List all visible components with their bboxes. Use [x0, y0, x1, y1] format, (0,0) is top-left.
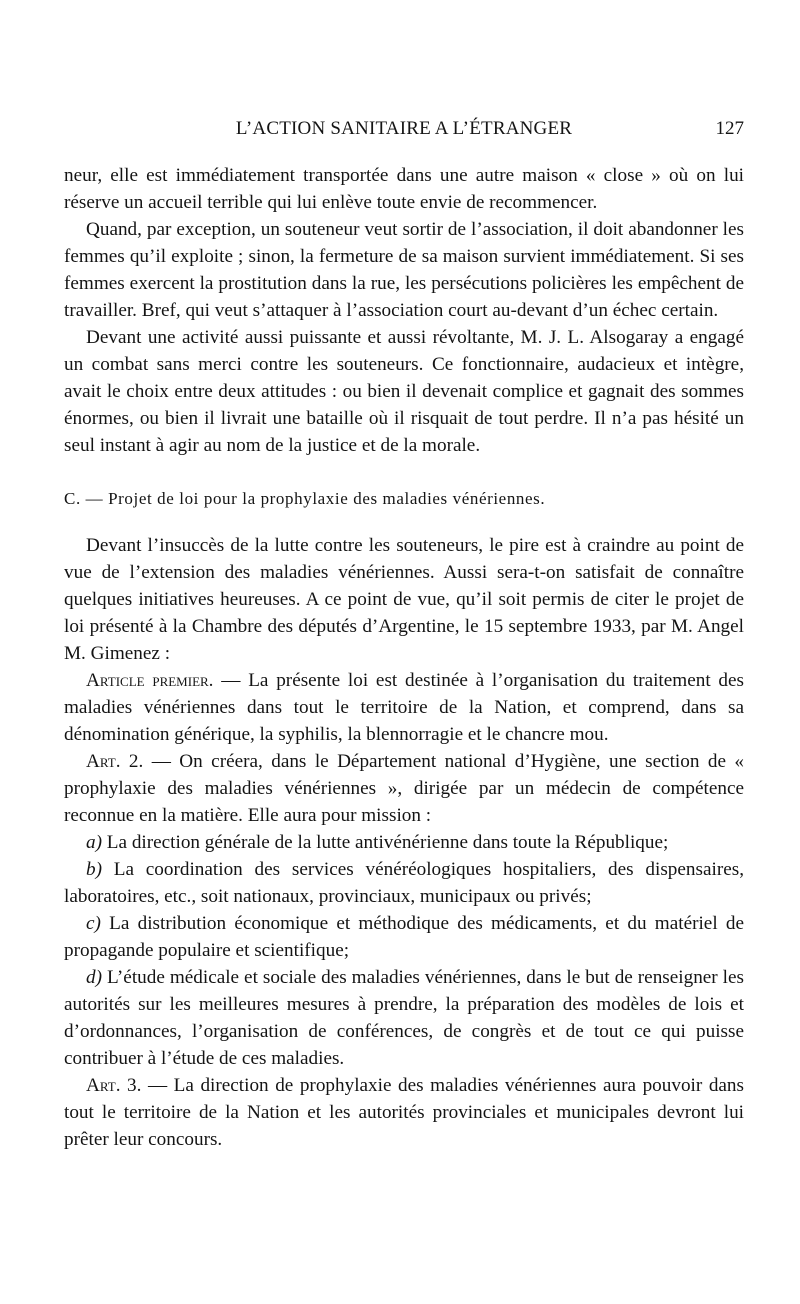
running-head: [64, 118, 744, 148]
list-item-d-letter: d): [86, 967, 102, 988]
article-1: [64, 667, 744, 748]
article-1-label: Article premier.: [86, 670, 214, 691]
section-heading: C. — Projet de loi pour la prophylaxie des maladies vénériennes.: [64, 489, 546, 508]
list-item-a: [64, 829, 744, 856]
article-2-label: Art. 2.: [86, 751, 144, 772]
running-title: L’ACTION SANITAIRE A L’ÉTRANGER: [235, 118, 573, 139]
list-item-b-letter: b): [86, 859, 102, 880]
list-item-d-text: L’étude médicale et sociale des maladies vénériennes, dans le but de renseigner les autorités sur les meilleures mesures à prendre, la préparation des modèles de lois et d’ordonnances, l’organisation de conférences, de congrès et de tout ce qui puisse contribuer à l’étude de ces maladies.: [64, 967, 744, 1069]
list-item-b-text: La coordination des services vénéréologiques hospitaliers, des dispensaires, laboratoires, etc., soit nationaux, provinciaux, municipaux ou privés;: [64, 859, 744, 907]
paragraph-intro-project: Devant l’insuccès de la lutte contre les souteneurs, le pire est à craindre au point de vue de l’extension des maladies vénériennes. Aussi sera-t-on satisfait de connaître quelques initiatives heureuses. A ce point de vue, qu’il soit permis de citer le projet de loi présenté à la Chambre des députés d’Argentine, le 15 septembre 1933, par M. Angel M. Gimenez :: [64, 535, 744, 664]
list-item-d: [64, 964, 744, 1072]
list-item-a-text: La direction générale de la lutte antivénérienne dans toute la République;: [101, 832, 669, 853]
list-item-c-text: La distribution économique et méthodique des médicaments, et du matériel de propagande populaire et scientifique;: [64, 913, 744, 961]
page-number: 127: [715, 118, 744, 139]
list-item-b: [64, 856, 744, 910]
article-3-label: Art. 3.: [86, 1075, 142, 1096]
article-2: [64, 748, 744, 829]
article-2-text: — On créera, dans le Département national d’Hygiène, une section de « prophylaxie des maladies vénériennes », dirigée par un médecin de compétence reconnue en la matière. Elle aura pour mission :: [64, 751, 744, 826]
paragraph-continuation: neur, elle est immédiatement transportée dans une autre maison « close » où on lui réserve un accueil terrible qui lui enlève toute envie de recommencer.: [64, 165, 744, 213]
paragraph-souteneur-exit: Quand, par exception, un souteneur veut sortir de l’association, il doit abandonner les femmes qu’il exploite ; sinon, la fermeture de sa maison survient immédiatement. Si ses femmes exercent la prostitution dans la rue, les persécutions policières les empêchent de travailler. Bref, qui veut s’attaquer à l’association court au-devant d’un échec certain.: [64, 219, 744, 321]
list-item-a-letter: a): [86, 832, 102, 853]
article-1-text: — La présente loi est destinée à l’organisation du traitement des maladies vénériennes dans tout le territoire de la Nation, et comprend, dans sa dénomination générique, la syphilis, la blennorragie et le chancre mou.: [64, 670, 744, 745]
list-item-c: [64, 910, 744, 964]
article-3-text: — La direction de prophylaxie des maladies vénériennes aura pouvoir dans tout le territoire de la Nation et les autorités provinciales et municipales devront lui prêter leur concours.: [64, 1075, 744, 1150]
article-3: [64, 1072, 744, 1153]
body-text: [64, 162, 744, 1153]
list-item-c-letter: c): [86, 913, 101, 934]
paragraph-alsogaray: Devant une activité aussi puissante et aussi révoltante, M. J. L. Alsogaray a engagé un combat sans merci contre les souteneurs. Ce fonctionnaire, audacieux et intègre, avait le choix entre deux attitudes : ou bien il devenait complice et gagnait des sommes énormes, ou bien il livrait une bataille où il risquait de tout perdre. Il n’a pas hésité un seul instant à agir au nom de la justice et de la morale.: [64, 327, 744, 456]
